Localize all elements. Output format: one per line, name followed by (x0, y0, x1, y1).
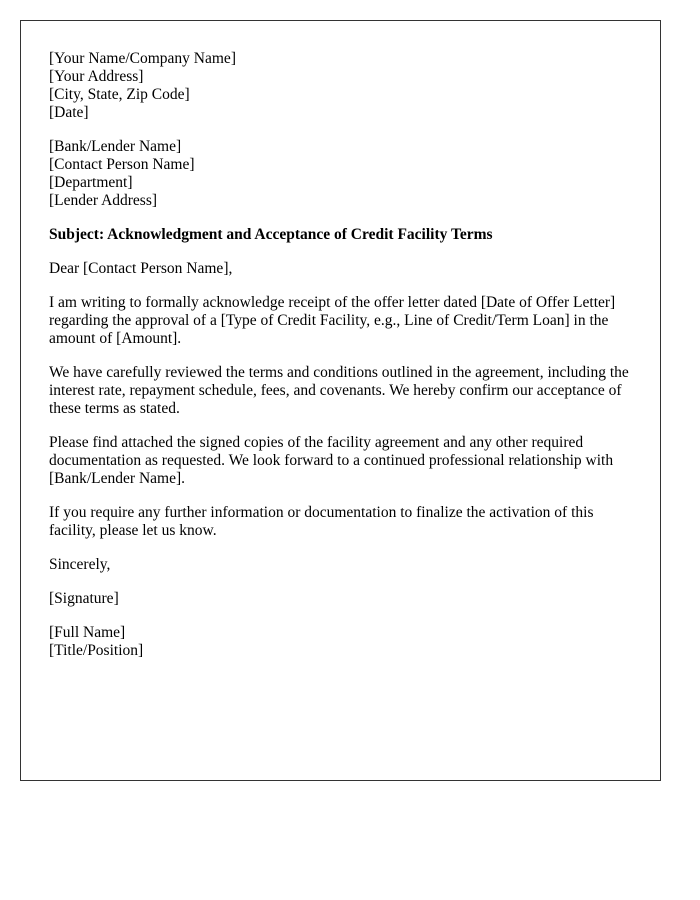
body-paragraph-acknowledgment: I am writing to formally acknowledge receipt of the offer letter dated [Date of Offer Letter] regarding the approval of a [Type of Credit Facility, e.g., Line of Credit/Term Loan] in the amount of [Amount]. (49, 294, 616, 347)
letter-document (20, 20, 661, 781)
sender-address-block (49, 50, 632, 122)
sender-city-state-zip: [City, State, Zip Code] (49, 86, 190, 103)
sender-name: [Your Name/Company Name] (49, 50, 236, 67)
letter-date: [Date] (49, 104, 89, 121)
signer-full-name: [Full Name] (49, 624, 126, 641)
body-paragraph-acceptance: We have carefully reviewed the terms and conditions outlined in the agreement, including the interest rate, repayment schedule, fees, and covenants. We hereby confirm our acceptance of these terms as stated. (49, 364, 629, 417)
recipient-contact-name: [Contact Person Name] (49, 156, 195, 173)
recipient-bank-name: [Bank/Lender Name] (49, 138, 182, 155)
recipient-address-block (49, 138, 632, 210)
signer-title: [Title/Position] (49, 642, 144, 659)
recipient-address: [Lender Address] (49, 192, 158, 209)
closing: Sincerely, (49, 556, 111, 573)
salutation: Dear [Contact Person Name], (49, 260, 233, 277)
sender-address: [Your Address] (49, 68, 144, 85)
body-paragraph-attachments: Please find attached the signed copies of the facility agreement and any other required documentation as requested. We look forward to a continued professional relationship with [Bank/Lender Name]. (49, 434, 614, 487)
signature-placeholder: [Signature] (49, 590, 119, 607)
signer-block (49, 624, 632, 660)
subject-line: Subject: Acknowledgment and Acceptance of Credit Facility Terms (49, 226, 493, 243)
recipient-department: [Department] (49, 174, 133, 191)
body-paragraph-further-info: If you require any further information or documentation to finalize the activation of this facility, please let us know. (49, 504, 594, 539)
